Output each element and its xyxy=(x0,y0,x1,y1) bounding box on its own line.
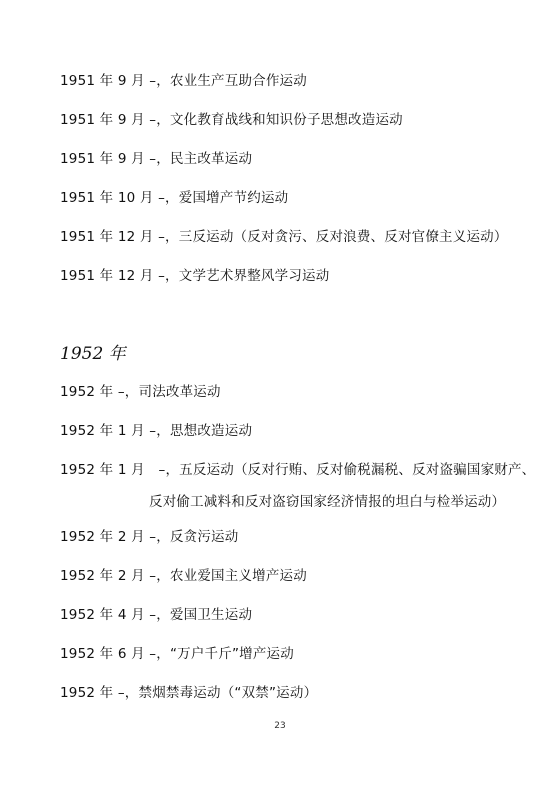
entry-1951-dec-three-anti: 1951 年 12 月 –，三反运动（反对贪污、反对浪费、反对官僚主义运动） xyxy=(60,229,508,245)
entry-1952-apr-hygiene: 1952 年 4 月 –，爱国卫生运动 xyxy=(60,607,253,623)
entry-1952-feb-anti-corruption: 1952 年 2 月 –，反贪污运动 xyxy=(60,529,239,545)
entry-1952-judicial-reform: 1952 年 –，司法改革运动 xyxy=(60,384,221,400)
entry-1952-jan-thought-reform: 1952 年 1 月 –，思想改造运动 xyxy=(60,423,253,439)
entry-1951-sep-cooperation: 1951 年 9 月 –，农业生产互助合作运动 xyxy=(60,73,307,89)
entry-1952-feb-agriculture: 1952 年 2 月 –，农业爱国主义增产运动 xyxy=(60,568,307,584)
entry-1952-anti-drug: 1952 年 –，禁烟禁毒运动（“双禁”运动） xyxy=(60,685,318,701)
entry-1952-jan-five-anti xyxy=(60,461,536,510)
entry-1951-dec-literature: 1951 年 12 月 –，文学艺术界整风学习运动 xyxy=(60,268,330,284)
entry-1951-sep-thought-reform: 1951 年 9 月 –，文化教育战线和知识份子思想改造运动 xyxy=(60,112,403,128)
entry-1952-jun-production: 1952 年 6 月 –，“万户千斤”增产运动 xyxy=(60,646,294,662)
page-number: 23 xyxy=(274,721,286,731)
entry-continuation-line: 反对偷工减料和反对盗窃国家经济情报的坦白与检举运动） xyxy=(149,494,506,510)
year-heading-1952: 1952 年 xyxy=(60,344,126,364)
entry-line: 1952 年 1 月 –，五反运动（反对行贿、反对偷税漏税、反对盗骗国家财产、 xyxy=(60,462,536,478)
entry-1951-sep-democratic-reform: 1951 年 9 月 –，民主改革运动 xyxy=(60,151,253,167)
entry-1951-oct-production: 1951 年 10 月 –，爱国增产节约运动 xyxy=(60,190,289,206)
